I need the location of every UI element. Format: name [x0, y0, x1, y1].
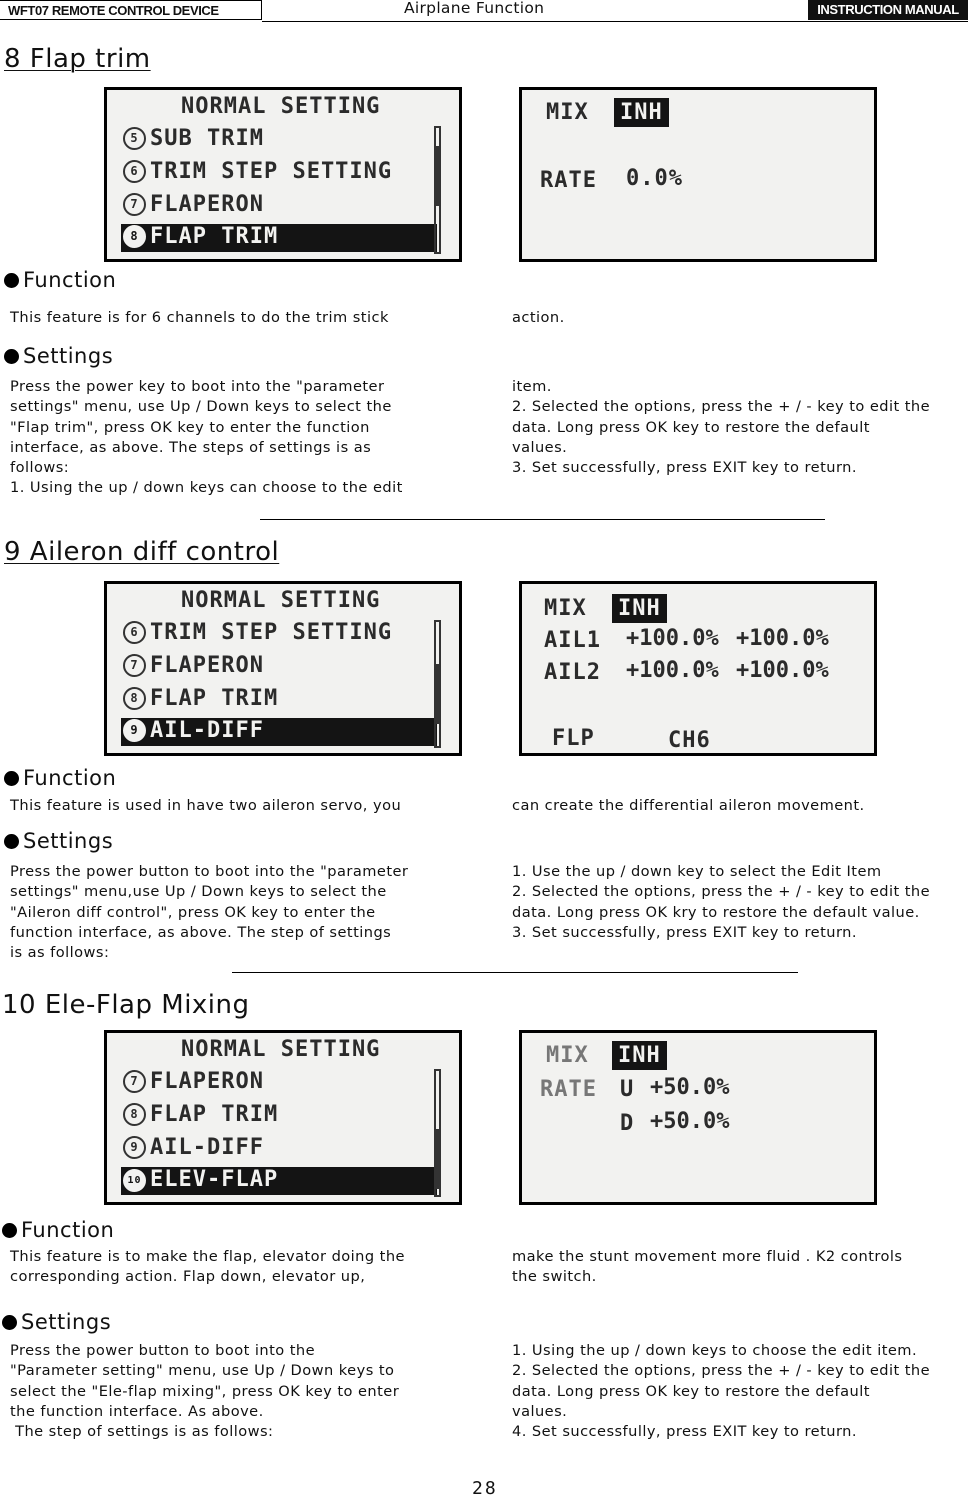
- lcd-mix-label: MIX: [546, 1043, 589, 1068]
- lcd-value-screen: [519, 87, 877, 262]
- function-heading: Function: [2, 1218, 114, 1242]
- bullet-icon: [4, 834, 19, 849]
- function-text-left: This feature is for 6 channels to do the trim stick: [10, 309, 389, 326]
- lcd-menu-title: NORMAL SETTING: [181, 94, 381, 119]
- lcd-up-value: +50.0%: [650, 1075, 730, 1100]
- bullet-icon: [2, 1315, 17, 1330]
- bullet-icon: [2, 1223, 17, 1238]
- lcd-menu-screen: [104, 1030, 462, 1205]
- lcd-menu-item-selected: 9 AIL-DIFF: [123, 718, 264, 743]
- lcd-mix-label: MIX: [546, 100, 589, 125]
- lcd-menu-item: 7 FLAPERON: [123, 192, 264, 217]
- lcd-menu-screen: [104, 87, 462, 262]
- settings-text-right: 1. Use the up / down key to select the Edit Item 2. Selected the options, press the + / - key to edit the data. Long press OK kry to restore the default value. 3. Set successfully, press EXIT key to return.: [512, 863, 931, 941]
- header-divider: [262, 21, 968, 22]
- lcd-menu-item: 8 FLAP TRIM: [123, 686, 278, 711]
- lcd-menu-item: 7 FLAPERON: [123, 653, 264, 678]
- lcd-ail2-value-a: +100.0%: [626, 658, 719, 683]
- settings-text-left: Press the power button to boot into the "parameter settings" menu,use Up / Down keys to select the "Aileron diff control", press OK key to enter the function interface, as above. The step of settings is as follows:: [10, 863, 409, 962]
- function-heading: Function: [4, 268, 116, 292]
- header-section-title: Airplane Function: [404, 0, 545, 17]
- lcd-channel-label: CH6: [668, 728, 711, 753]
- header-device-label: WFT07 REMOTE CONTROL DEVICE: [0, 0, 262, 20]
- lcd-menu-item-selected: 10 ELEV-FLAP: [123, 1167, 278, 1192]
- lcd-mix-value: INH: [614, 98, 669, 127]
- section-divider: [260, 519, 825, 520]
- lcd-down-label: D: [620, 1111, 635, 1136]
- function-text-left: This feature is used in have two aileron servo, you: [10, 797, 402, 814]
- lcd-ail1-label: AIL1: [544, 628, 601, 653]
- bullet-icon: [4, 771, 19, 786]
- settings-text-left: Press the power key to boot into the "parameter settings" menu, use Up / Down keys to select the "Flap trim", press OK key to enter the function interface, as above. The steps of settings is as follows: 1. Using the up / down keys can choose to the edit: [10, 378, 403, 497]
- function-text-right: can create the differential aileron movement.: [512, 797, 865, 814]
- lcd-menu-screen: [104, 581, 462, 756]
- lcd-value-screen: [519, 1030, 877, 1205]
- lcd-mix-value: INH: [612, 1041, 667, 1070]
- lcd-menu-item-selected: 8 FLAP TRIM: [123, 224, 278, 249]
- function-text-right: action.: [512, 309, 565, 326]
- lcd-menu-item: 9 AIL-DIFF: [123, 1135, 264, 1160]
- lcd-value-screen: [519, 581, 877, 756]
- function-text-left: This feature is to make the flap, elevator doing the corresponding action. Flap down, elevator up,: [10, 1248, 405, 1286]
- section-title-ele-flap-mixing: 10 Ele-Flap Mixing: [2, 990, 250, 1020]
- lcd-scrollbar-thumb: [435, 1129, 440, 1189]
- lcd-mix-label: MIX: [544, 596, 587, 621]
- lcd-rate-value: 0.0%: [626, 166, 683, 191]
- lcd-ail2-label: AIL2: [544, 660, 601, 685]
- settings-text-right: 1. Using the up / down keys to choose the edit item. 2. Selected the options, press the + / - key to edit the data. Long press OK key to restore the default values. 4. Set successfully, press EXIT key to return.: [512, 1342, 931, 1441]
- header-manual-badge: INSTRUCTION MANUAL: [808, 0, 968, 20]
- lcd-menu-title: NORMAL SETTING: [181, 1037, 381, 1062]
- bullet-icon: [4, 273, 19, 288]
- function-heading: Function: [4, 766, 116, 790]
- section-divider: [232, 972, 798, 973]
- lcd-ail2-value-b: +100.0%: [736, 658, 829, 683]
- settings-text-right: item. 2. Selected the options, press the + / - key to edit the data. Long press OK key to restore the default values. 3. Set successfully, press EXIT key to return.: [512, 378, 931, 477]
- section-title-aileron-diff: 9 Aileron diff control: [4, 537, 280, 567]
- lcd-rate-label: RATE: [540, 1077, 597, 1102]
- lcd-mix-value: INH: [612, 594, 667, 623]
- lcd-flp-label: FLP: [552, 726, 595, 751]
- lcd-menu-item: 7 FLAPERON: [123, 1069, 264, 1094]
- lcd-menu-item: 6 TRIM STEP SETTING: [123, 620, 392, 645]
- page-number: 28: [472, 1478, 498, 1499]
- settings-heading: Settings: [2, 1310, 111, 1334]
- lcd-menu-item: 6 TRIM STEP SETTING: [123, 159, 392, 184]
- lcd-up-label: U: [620, 1077, 635, 1102]
- lcd-ail1-value-a: +100.0%: [626, 626, 719, 651]
- function-text-right: make the stunt movement more fluid . K2 controls the switch.: [512, 1248, 903, 1286]
- lcd-menu-title: NORMAL SETTING: [181, 588, 381, 613]
- lcd-scrollbar-thumb: [435, 146, 440, 206]
- lcd-scrollbar-thumb: [435, 664, 440, 724]
- section-title-flap-trim: 8 Flap trim: [4, 44, 151, 74]
- settings-heading: Settings: [4, 344, 113, 368]
- settings-heading: Settings: [4, 829, 113, 853]
- bullet-icon: [4, 349, 19, 364]
- lcd-ail1-value-b: +100.0%: [736, 626, 829, 651]
- lcd-down-value: +50.0%: [650, 1109, 730, 1134]
- lcd-menu-item: 5 SUB TRIM: [123, 126, 264, 151]
- settings-text-left: Press the power button to boot into the "Parameter setting" menu, use Up / Down keys to select the "Ele-flap mixing", press OK key to enter the function interface. As above. The step of settings is as follows:: [10, 1342, 400, 1441]
- lcd-rate-label: RATE: [540, 168, 597, 193]
- lcd-menu-item: 8 FLAP TRIM: [123, 1102, 278, 1127]
